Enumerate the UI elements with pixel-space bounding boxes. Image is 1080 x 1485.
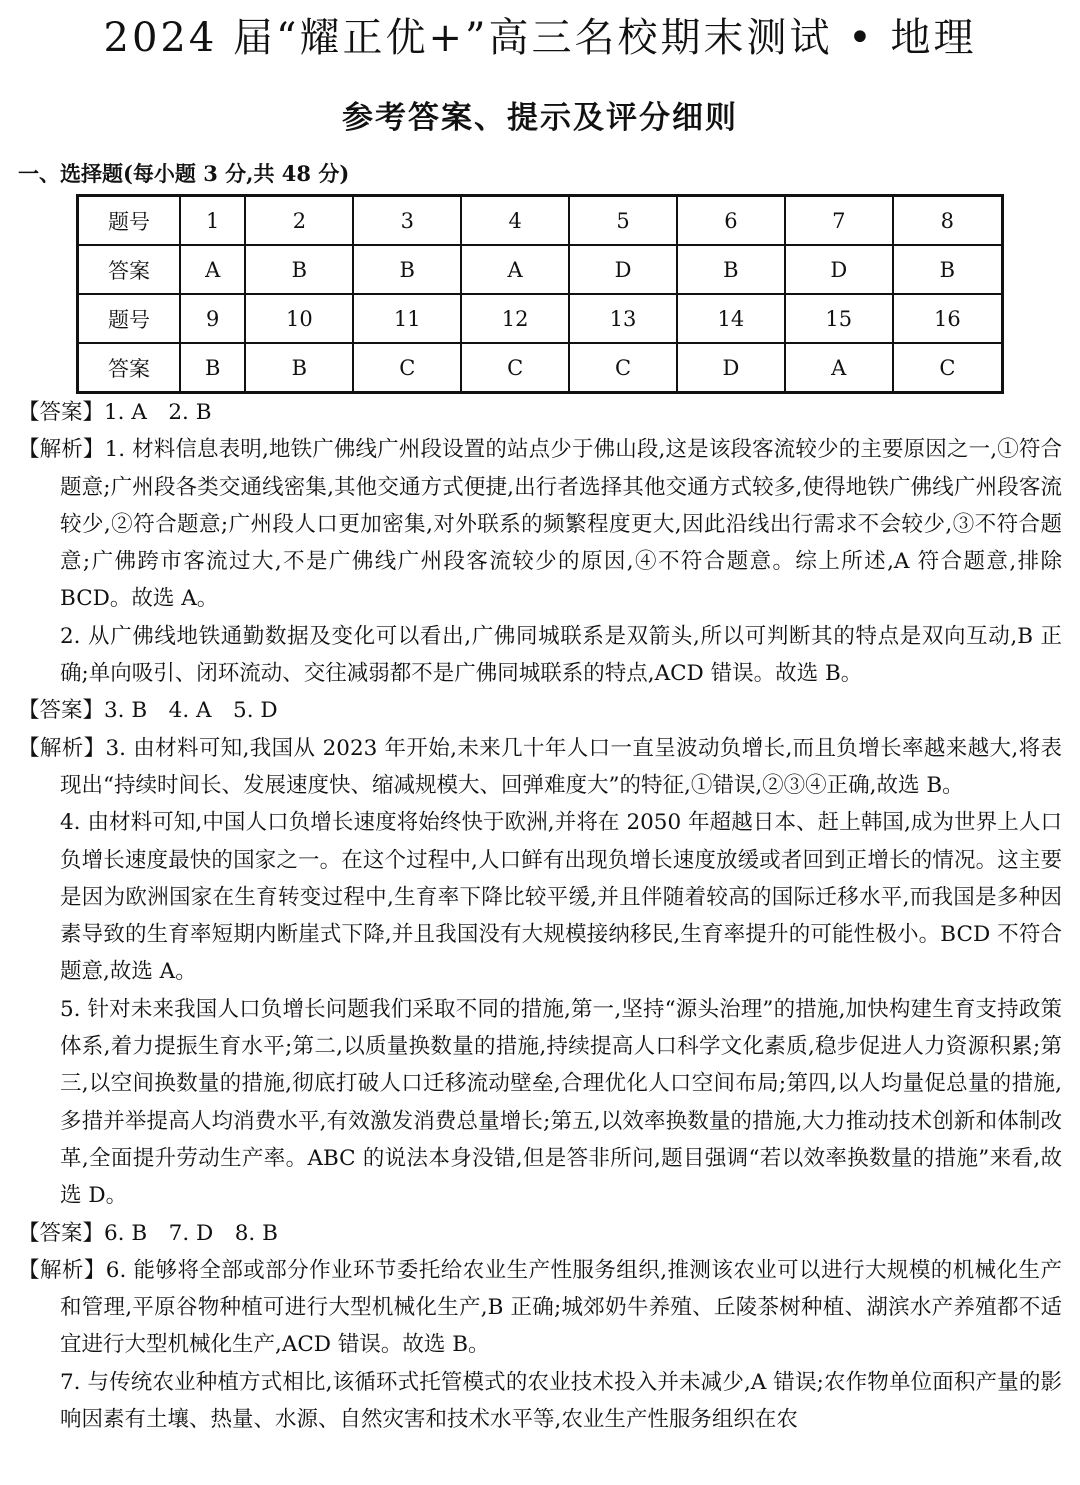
table-cell: 9	[180, 294, 245, 343]
table-cell: 8	[893, 196, 1003, 246]
page-title: 2024 届“耀正优+”高三名校期末测试 • 地理	[103, 15, 977, 61]
analysis-paragraph: 4. 由材料可知,中国人口负增长速度将始终快于欧洲,并将在 2050 年超越日本、赶上韩国,成为世界上人口负增长速度最快的国家之一。在这个过程中,人口鲜有出现负增长速度放缓或者回到正增长的情况。这主要是因为欧洲国家在生育转变过程中,生育率下降比较平缓,并且伴随着较高的国际迁移水平,而我国是多种因素导致的生育率短期内断崖式下降,并且我国没有大规模接纳移民,生育率提升的可能性极小。BCD 不符合题意,故选 A。	[60, 810, 1062, 985]
analysis-paragraph: 5. 针对未来我国人口负增长问题我们采取不同的措施,第一,坚持“源头治理”的措施,加快构建生育支持政策体系,着力提振生育水平;第二,以质量换数量的措施,持续提高人口科学文化素质,稳步促进人力资源积累;第三,以空间换数量的措施,彻底打破人口迁移流动壁垒,合理优化人口空间布局;第四,以人均量促总量的措施,多措并举提高人均消费水平,有效激发消费总量增长;第五,以效率换数量的措施,大力推动技术创新和体制改革,全面提升劳动生产率。ABC 的说法本身没错,但是答非所问,题目强调“若以效率换数量的措施”来看,故选 D。	[60, 996, 1062, 1209]
table-cell: 12	[461, 294, 569, 343]
table-cell: 1	[180, 196, 245, 246]
table-cell: 5	[569, 196, 677, 246]
table-cell: A	[180, 245, 245, 294]
table-cell: 7	[785, 196, 893, 246]
table-cell: B	[245, 343, 353, 393]
answer-block-1-2	[18, 394, 1062, 692]
table-cell: C	[353, 343, 461, 393]
table-cell: C	[461, 343, 569, 393]
page-subtitle: 参考答案、提示及评分细则	[342, 100, 738, 136]
answer-line: 【答案】6. B 7. D 8. B	[18, 1220, 278, 1246]
analysis-paragraph: 7. 与传统农业种植方式相比,该循环式托管模式的农业技术投入并未减少,A 错误;农作物单位面积产量的影响因素有土壤、热量、水源、自然灾害和技术水平等,农业生产性服务组织在农	[60, 1369, 1062, 1433]
answer-line: 【答案】3. B 4. A 5. D	[18, 698, 278, 724]
table-cell: 2	[245, 196, 353, 246]
table-cell: D	[569, 245, 677, 294]
table-cell: D	[785, 245, 893, 294]
analysis-paragraph: 【解析】3. 由材料可知,我国从 2023 年开始,未来几十年人口一直呈波动负增长,而且负增长率越来越大,将表现出“持续时间长、发展速度快、缩减规模大、回弹难度大”的特征,①错误,②③④正确,故选 B。	[18, 735, 1062, 798]
table-cell: 答案	[78, 245, 181, 294]
analysis-paragraph: 【解析】1. 材料信息表明,地铁广佛线广州段设置的站点少于佛山段,这是该段客流较少的主要原因之一,①符合题意;广州段各类交通线密集,其他交通方式便捷,出行者选择其他交通方式较多,使得地铁广佛线广州段客流较少,②符合题意;广州段人口更加密集,对外联系的频繁程度更大,因此沿线出行需求不会较少,③不符合题意;广佛跨市客流过大,不是广佛线广州段客流较少的原因,④不符合题意。综上所述,A 符合题意,排除 BCD。故选 A。	[18, 437, 1062, 612]
table-cell: 题号	[78, 294, 181, 343]
table-cell: B	[245, 245, 353, 294]
answer-line: 【答案】1. A 2. B	[18, 400, 212, 425]
section-heading-choice: 一、选择题(每小题 3 分,共 48 分)	[18, 161, 350, 186]
table-cell: 答案	[78, 343, 181, 393]
table-cell: B	[677, 245, 785, 294]
table-cell: B	[893, 245, 1003, 294]
table-cell: 6	[677, 196, 785, 246]
table-cell: 题号	[78, 196, 181, 246]
table-cell: A	[461, 245, 569, 294]
table-cell: D	[677, 343, 785, 393]
analysis-paragraph: 【解析】6. 能够将全部或部分作业环节委托给农业生产性服务组织,推测该农业可以进行大规模的机械化生产和管理,平原谷物种植可进行大型机械化生产,B 正确;城郊奶牛养殖、丘陵茶树种植、湖滨水产养殖都不适宜进行大型机械化生产,ACD 错误。故选 B。	[18, 1257, 1062, 1358]
answer-block-6-8	[18, 1215, 1062, 1439]
table-cell: 3	[353, 196, 461, 246]
table-cell: A	[785, 343, 893, 393]
analysis-paragraph: 2. 从广佛线地铁通勤数据及变化可以看出,广佛同城联系是双箭头,所以可判断其的特点是双向互动,B 正确;单向吸引、闭环流动、交往减弱都不是广佛同城联系的特点,ACD 错误。故选 B。	[60, 623, 1062, 687]
table-row	[78, 343, 1003, 393]
table-cell: 13	[569, 294, 677, 343]
table-cell: 4	[461, 196, 569, 246]
table-cell: C	[569, 343, 677, 393]
table-cell: 11	[353, 294, 461, 343]
table-cell: 16	[893, 294, 1003, 343]
table-cell: B	[180, 343, 245, 393]
table-row	[78, 245, 1003, 294]
table-row	[78, 196, 1003, 246]
table-cell: 10	[245, 294, 353, 343]
table-cell: 14	[677, 294, 785, 343]
table-cell: C	[893, 343, 1003, 393]
table-cell: B	[353, 245, 461, 294]
answer-table	[76, 194, 1004, 394]
table-row	[78, 294, 1003, 343]
table-cell: 15	[785, 294, 893, 343]
answer-block-3-5	[18, 692, 1062, 1214]
